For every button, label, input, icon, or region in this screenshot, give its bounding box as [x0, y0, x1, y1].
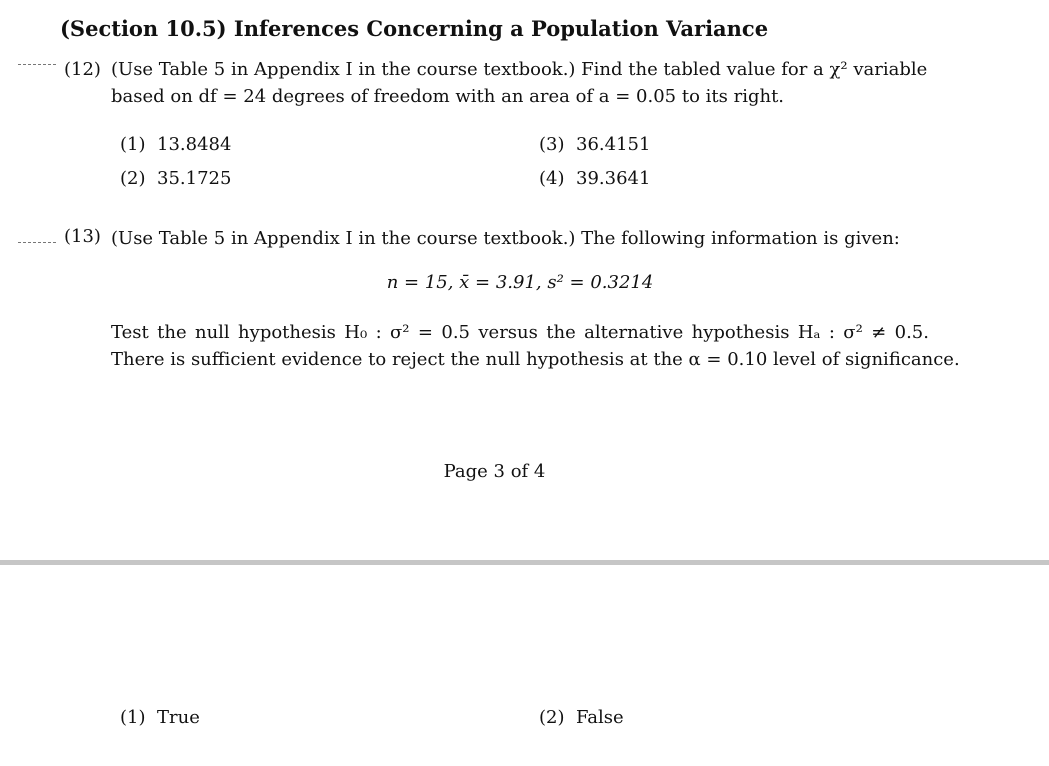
- question-number-12: (12): [64, 59, 101, 80]
- option-12-4[interactable]: [539, 168, 650, 189]
- option-12-1[interactable]: [120, 134, 231, 155]
- question-13-line3: There is sufficient evidence to reject the null hypothesis at the α = 0.10 level of significance.: [111, 349, 960, 370]
- question-number-13: (13): [64, 226, 101, 247]
- answer-blank-12[interactable]: [18, 64, 56, 65]
- section-title: (Section 10.5) Inferences Concerning a Population Variance: [60, 16, 769, 41]
- given-formula: n = 15, x̄ = 3.91, s² = 0.3214: [386, 272, 654, 293]
- option-text: 35.1725: [157, 168, 232, 189]
- option-text: True: [157, 707, 200, 728]
- option-number: (3): [539, 134, 565, 155]
- option-text: False: [576, 707, 624, 728]
- option-number: (1): [120, 134, 146, 155]
- option-text: 39.3641: [576, 168, 651, 189]
- option-13-2[interactable]: [539, 707, 624, 728]
- question-13-line1: (Use Table 5 in Appendix I in the course textbook.) The following information is given:: [111, 228, 900, 249]
- option-text: 13.8484: [157, 134, 232, 155]
- option-number: (2): [120, 168, 146, 189]
- question-12-line1: (Use Table 5 in Appendix I in the course textbook.) Find the tabled value for a χ² variable: [111, 59, 928, 80]
- option-number: (4): [539, 168, 565, 189]
- answer-blank-13[interactable]: [18, 242, 56, 243]
- option-12-2[interactable]: [120, 168, 231, 189]
- option-13-1[interactable]: [120, 707, 200, 728]
- page-divider: [0, 560, 1049, 565]
- option-text: 36.4151: [576, 134, 651, 155]
- question-12-line2: based on df = 24 degrees of freedom with an area of a = 0.05 to its right.: [111, 86, 785, 107]
- question-13-line2: Test the null hypothesis H₀ : σ² = 0.5 versus the alternative hypothesis Hₐ : σ² ≠ 0.5.: [111, 322, 929, 343]
- option-12-3[interactable]: [539, 134, 650, 155]
- option-number: (2): [539, 707, 565, 728]
- page-number: Page 3 of 4: [443, 461, 546, 482]
- option-number: (1): [120, 707, 146, 728]
